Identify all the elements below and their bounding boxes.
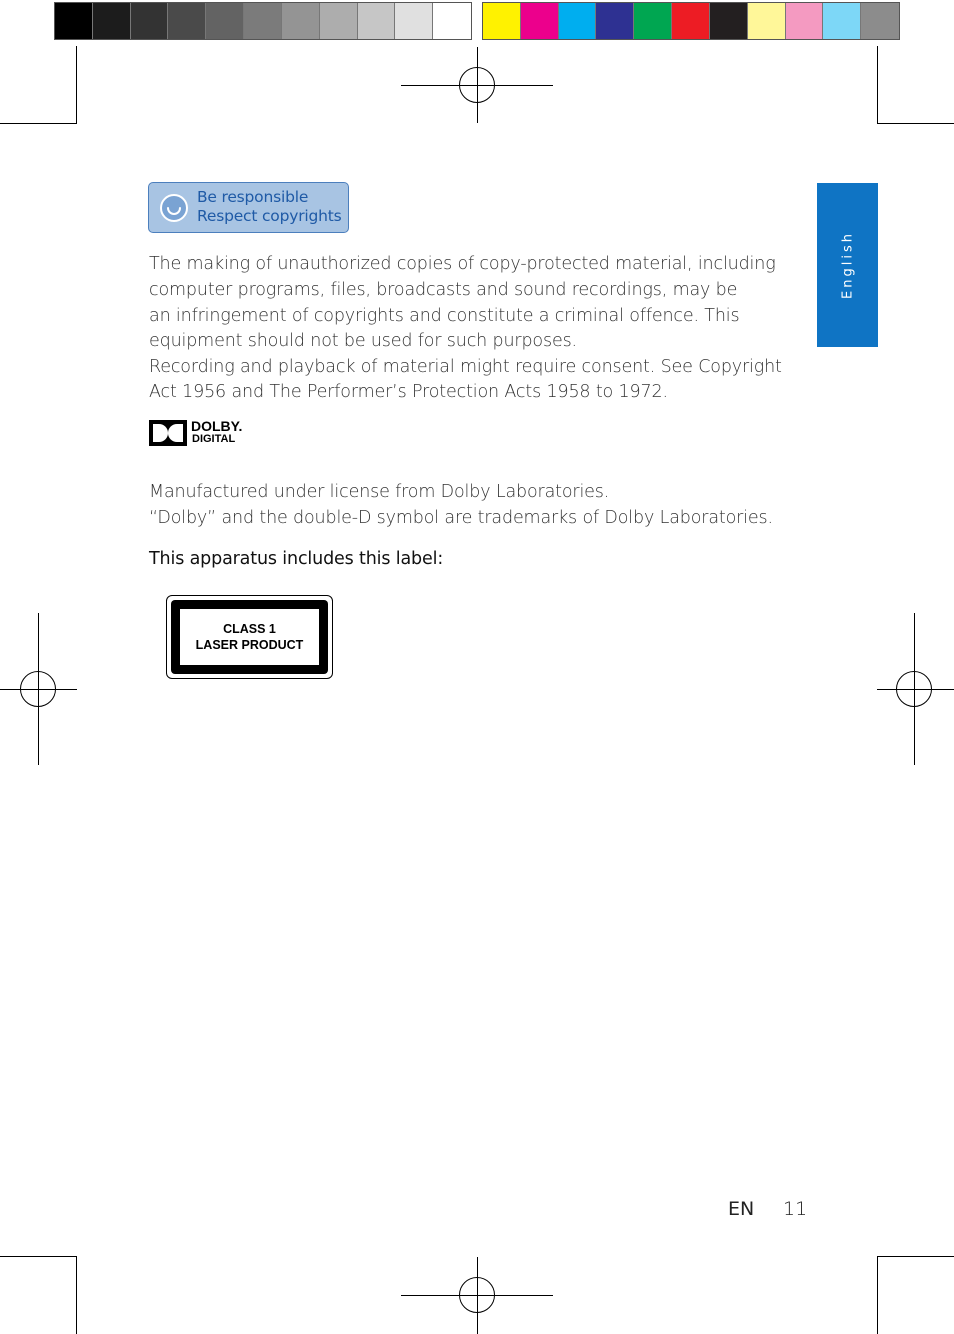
gray-swatch (168, 3, 206, 39)
crop-mark (877, 1256, 878, 1334)
badge-line-1: Be responsible (197, 188, 309, 206)
crop-mark (877, 46, 878, 124)
registration-circle (896, 671, 932, 707)
gray-swatch (93, 3, 131, 39)
color-swatch (521, 3, 559, 39)
color-swatch (672, 3, 710, 39)
color-swatch (596, 3, 634, 39)
gray-swatch (282, 3, 320, 39)
copyright-line: equipment should not be used for such purposes. (149, 331, 577, 351)
gray-swatch (358, 3, 396, 39)
laser-product: LASER PRODUCT (195, 638, 304, 652)
registration-circle (20, 671, 56, 707)
laser-label-text-area (180, 609, 319, 665)
gray-swatch (55, 3, 93, 39)
page-number: 11 (783, 1198, 808, 1220)
dolby-digital-logo (149, 419, 259, 447)
crop-mark (76, 1256, 77, 1334)
gray-swatch (320, 3, 358, 39)
crop-mark (877, 1256, 954, 1257)
crop-mark (0, 1256, 77, 1257)
footer-language: EN (728, 1198, 755, 1220)
dolby-digital-wordmark: DIGITAL (192, 433, 236, 445)
gray-swatch (131, 3, 169, 39)
gray-swatch (206, 3, 244, 39)
copyright-line: an infringement of copyrights and constitute a criminal offence. This (149, 306, 740, 326)
crop-mark (76, 46, 77, 124)
copyright-badge (148, 182, 349, 233)
crop-mark (877, 123, 954, 124)
gray-swatch (244, 3, 282, 39)
double-d-icon (149, 420, 187, 446)
color-swatch (823, 3, 861, 39)
copyright-line: Recording and playback of material might require consent. See Copyright (149, 357, 782, 377)
copyright-line: The making of unauthorized copies of copy-protected material, including (149, 254, 776, 274)
color-swatch (861, 3, 899, 39)
copyright-line: computer programs, files, broadcasts and sound recordings, may be (149, 280, 738, 300)
color-swatch (559, 3, 597, 39)
color-swatch (748, 3, 786, 39)
dolby-line: “Dolby” and the double-D symbol are trademarks of Dolby Laboratories. (149, 508, 773, 528)
color-bar (482, 2, 900, 40)
registration-circle (459, 1277, 495, 1313)
color-swatch (634, 3, 672, 39)
crop-mark (0, 123, 77, 124)
gray-swatch (395, 3, 433, 39)
class-1-laser-label (166, 595, 333, 679)
smile-icon (160, 194, 188, 222)
color-swatch (483, 3, 521, 39)
dolby-line: Manufactured under license from Dolby Laboratories. (149, 482, 610, 502)
laser-class: CLASS 1 (223, 622, 276, 636)
badge-line-2: Respect copyrights (197, 207, 342, 225)
gray-swatch (433, 3, 471, 39)
gray-scale-bar (54, 2, 472, 40)
label-intro: This apparatus includes this label: (149, 549, 444, 569)
color-swatch (710, 3, 748, 39)
language-tab (817, 183, 878, 347)
language-tab-label: English (840, 231, 855, 299)
dolby-wordmark: DOLBY. (191, 418, 243, 434)
registration-circle (459, 67, 495, 103)
copyright-line: Act 1956 and The Performer’s Protection Acts 1958 to 1972. (149, 382, 668, 402)
color-swatch (786, 3, 824, 39)
